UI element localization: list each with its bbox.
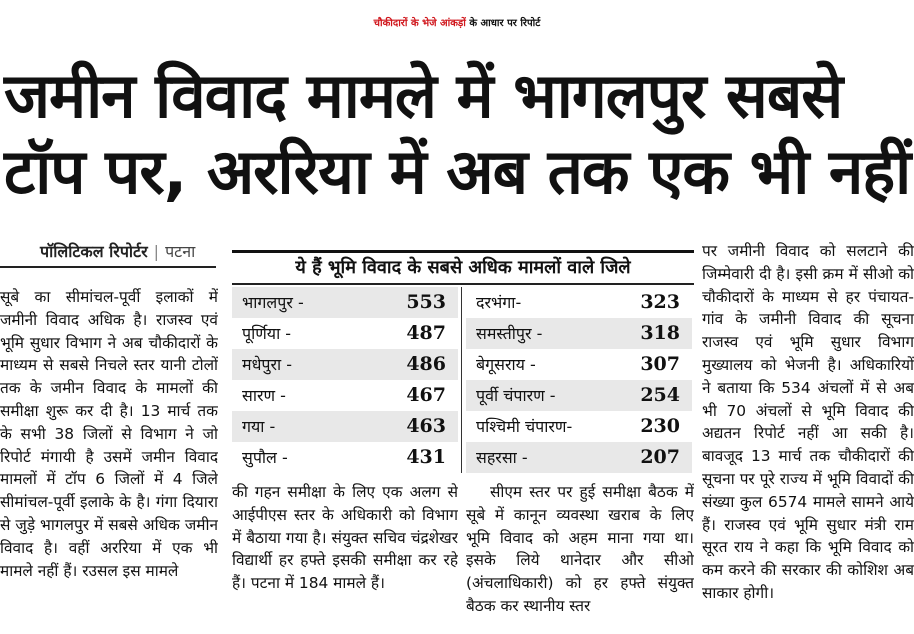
district-name: सुपौल - [242,448,288,467]
table-row [232,380,458,411]
article-column-right [702,240,914,632]
district-count: 254 [640,384,680,406]
district-table [232,250,694,475]
table-column-right [466,287,692,473]
article-column-left [0,286,218,626]
district-name: भागलपुर - [242,293,304,312]
district-count: 323 [640,291,680,313]
district-name: दरभंगा- [476,293,522,312]
article-text-mid-2: सीएम स्तर पर हुई समीक्षा बैठक में सूबे में कानून व्यवस्था खराब के लिए भूमि विवाद को अहम माना गया था। इसके लिये थानेदार और सीओ (अंचलाधिकारी) को हर हफ्ते संयुक्त बैठक कर स्थानीय स्तर [466,483,694,615]
district-count: 318 [640,322,680,344]
table-row [466,411,692,442]
table-title: ये हैं भूमि विवाद के सबसे अधिक मामलों वाले जिले [232,253,694,285]
byline-rule [0,266,216,268]
district-count: 307 [640,353,680,375]
article-text-left: सूबे का सीमांचल-पूर्वी इलाकों में जमीनी विवाद अधिक है। राजस्व एवं भूमि सुधार विभाग ने अब चौकीदारों के माध्यम से सबसे निचले स्तर यानी टोलों तक के जमीन विवाद के मामलों की समीक्षा शुरू कर दी है। 13 मार्च तक के सभी 38 जिलों से विभाग ने जो रिपोर्ट मंगायी है उसमें जमीन विवाद मामलों में टॉप 6 जिलों में 4 जिले सीमांचल-पूर्वी इलाके के है। गंगा दियारा से जुड़े भागलपुर में सबसे अधिक जमीन विवाद है। वहीं अररिया में एक भी मामले नहीं हैं। रउसल इस मामले [0,288,218,580]
district-count: 486 [406,353,446,375]
kicker [0,4,914,44]
district-name: पूर्वी चंपारण - [476,386,556,405]
table-row [466,287,692,318]
headline [4,58,910,210]
table-row [466,318,692,349]
headline-line-2: टॉप पर, अररिया में अब तक एक भी नहीं [4,135,911,208]
district-name: समस्तीपुर - [476,324,543,343]
table-column-left [232,287,458,473]
district-name: मधेपुरा - [242,355,293,374]
table-row [466,380,692,411]
district-name: सारण - [242,386,286,405]
district-count: 431 [406,446,446,468]
table-row [232,411,458,442]
byline-reporter: पॉलिटिकल रिपोर्टर [40,242,148,261]
table-row [232,442,458,473]
district-count: 487 [406,322,446,344]
byline-city: पटना [165,242,196,261]
article-column-mid-1 [232,481,458,631]
district-name: पूर्णिया - [242,324,292,343]
district-name: गया - [242,417,276,436]
table-row [466,349,692,380]
district-count: 553 [406,291,446,313]
table-row [232,287,458,318]
district-count: 467 [406,384,446,406]
kicker-red-text: चौकीदारों के भेजे आंकड़ों [373,18,466,29]
table-row [466,442,692,473]
article-text-right: पर जमीनी विवाद को सलटाने की जिम्मेवारी दी है। इसी क्रम में सीओ को चौकीदारों के माध्यम से हर पंचायत-गांव के जमीनी विवाद की सूचना राजस्व एवं भूमि सुधार विभाग मुख्यालय को भेजनी है। अधिकारियों ने बताया कि 534 अंचलों में से अब भी 70 अंचलों से भूमि विवाद की अद्यतन रिपोर्ट नहीं आ सकी है। बावजूद 13 मार्च तक चौकीदारों की सूचना पर पूरे राज्य में भूमि विवादों की संख्या कुल 6574 मामले सामने आये हैं। राजस्व एवं भूमि सुधार मंत्री राम सूरत राय ने कहा कि भूमि विवाद को कम करने की सरकार की कोशिश अब साकार होगी। [702,242,914,602]
district-count: 207 [640,446,680,468]
district-name: पश्चिमी चंपारण- [476,417,573,436]
byline [40,240,195,262]
district-name: बेगूसराय - [476,355,536,374]
headline-line-1: जमीन विवाद मामले में भागलपुर सबसे [4,59,843,132]
byline-separator: | [153,242,160,261]
kicker-black-text: के आधार पर रिपोर्ट [469,18,541,29]
table-row [232,318,458,349]
district-count: 463 [406,415,446,437]
district-name: सहरसा - [476,448,528,467]
article-text-mid-1: की गहन समीक्षा के लिए एक अलग से आईपीएस स्तर के अधिकारी को विभाग में बैठाया गया है। संयुक्त सचिव चंद्रशेखर विद्यार्थी हर हफ्ते इसकी समीक्षा कर रहे हैं। पटना में 184 मामले हैं। [232,483,458,593]
district-count: 230 [640,415,680,437]
table-row [232,349,458,380]
table-divider [461,287,462,473]
article-column-mid-2 [466,481,694,631]
